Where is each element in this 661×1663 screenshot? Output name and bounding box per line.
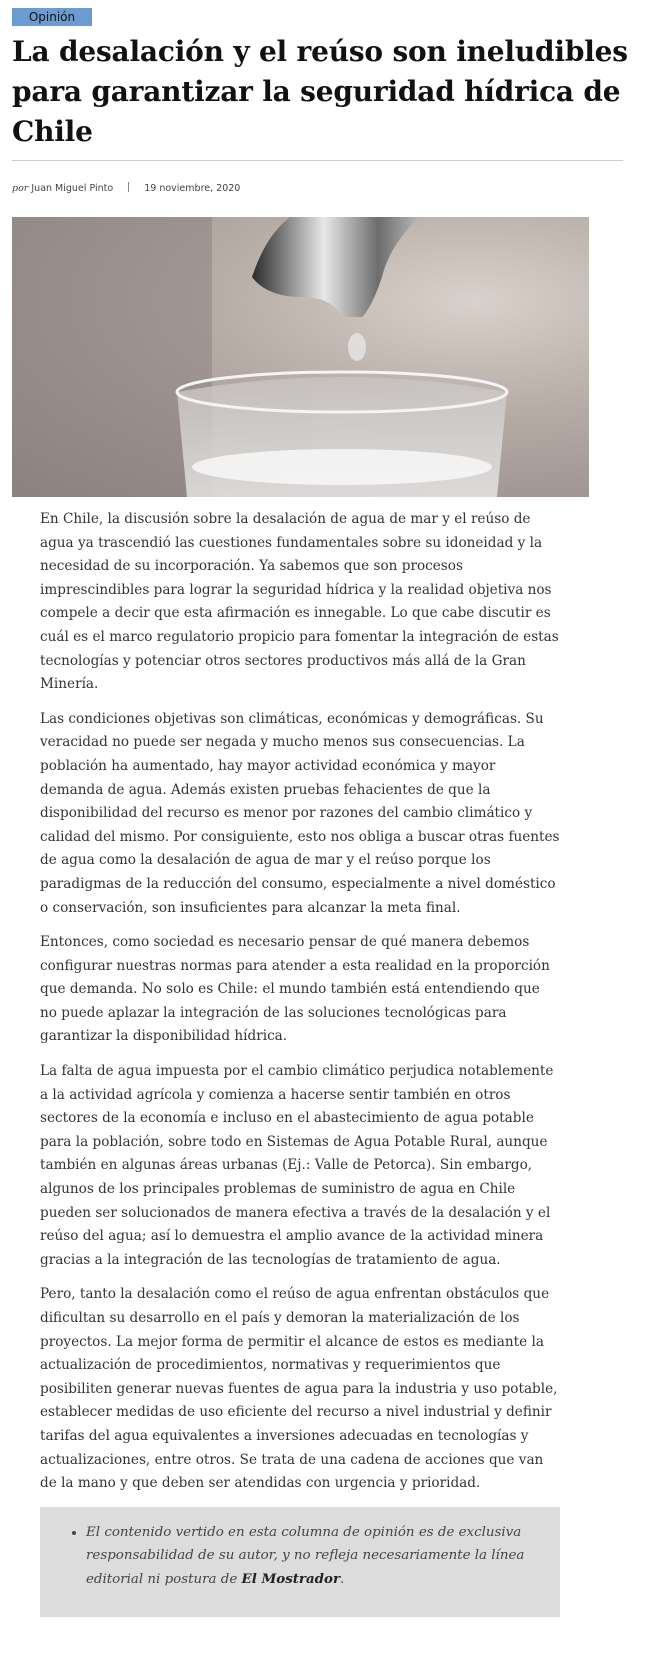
article-body (40, 508, 560, 1617)
disclaimer-brand: El Mostrador (241, 1570, 341, 1587)
paragraph: Entonces, como sociedad es necesario pensar de qué manera debemos configurar nuestras normas para atender a esta realidad en la proporción que demanda. No solo es Chile: el mundo también está entendiendo que no puede aplazar la integración de las soluciones tecnológicas para garantizar la disponibilidad hídrica. (40, 934, 550, 1045)
category-badge[interactable]: Opinión (12, 8, 92, 26)
hero-image-water-glass (12, 217, 589, 497)
disclaimer-item (86, 1521, 540, 1592)
byline-separator (128, 182, 129, 192)
disclaimer-box (40, 1507, 560, 1618)
byline-prefix: por (12, 183, 29, 194)
paragraph: En Chile, la discusión sobre la desalación de agua de mar y el reúso de agua ya trascendió las cuestiones fundamentales sobre su idoneidad y la necesidad de su incorporación. Ya sabemos que son procesos imprescindibles para lograr la seguridad hídrica y la realidad objetiva nos compele a decir que esta afirmación es innegable. Lo que cabe discutir es cuál es el marco regulatorio propicio para fomentar la integración de estas tecnologías y potenciar otros sectores productivos más allá de la Gran Minería. (40, 511, 559, 693)
disclaimer-end: . (340, 1571, 345, 1587)
paragraph: Las condiciones objetivas son climáticas, económicas y demográficas. Su veracidad no puede ser negada y mucho menos sus consecuencias. La población ha aumentado, hay mayor actividad económica y mayor demanda de agua. Además existen pruebas fehacientes de que la disponibilidad del recurso es menor por razones del cambio climático y calidad del mismo. Por consiguiente, esto nos obliga a buscar otras fuentes de agua como la desalación de agua de mar y el reúso porque los paradigmas de la reducción del consumo, especialmente a nivel doméstico o conservación, son insuficientes para alcanzar la meta final. (40, 710, 560, 916)
byline (12, 182, 240, 194)
publish-date: 19 noviembre, 2020 (144, 183, 241, 194)
author-link[interactable]: Juan Miguel Pinto (31, 183, 114, 194)
paragraph: Pero, tanto la desalación como el reúso de agua enfrentan obstáculos que dificultan su desarrollo en el país y demoran la materialización de los proyectos. La mejor forma de permitir el alcance de estos es mediante la actualización de procedimientos, normativas y requerimientos que posibiliten generar nuevas fuentes de agua para la industria y uso potable, establecer medidas de uso eficiente del recurso a nivel industrial y definir tarifas del agua equivalentes a inversiones adecuadas en tecnologías y actualizaciones, entre otros. Se trata de una cadena de acciones que van de la mano y que deben ser atendidas con urgencia y prioridad. (40, 1286, 558, 1492)
article-title: La desalación y el reúso son ineludibles para garantizar la seguridad hídrica de Chile (12, 35, 628, 148)
paragraph: La falta de agua impuesta por el cambio climático perjudica notablemente a la actividad agrícola y comienza a hacerse sentir también en otros sectores de la economía e incluso en el abastecimiento de agua potable para la población, sobre todo en Sistemas de Agua Potable Rural, aunque también en algunas áreas urbanas (Ej.: Valle de Petorca). Sin embargo, algunos de los principales problemas de suministro de agua en Chile pueden ser solucionados de manera efectiva a través de la desalación y el reúso del agua; así lo demuestra el amplio avance de la actividad minera gracias a la integración de las tecnologías de tratamiento de agua. (40, 1063, 554, 1268)
disclaimer-text: El contenido vertido en esta columna de opinión es de exclusiva responsabilidad de su autor, y no refleja necesariamente la línea editorial ni postura de (86, 1524, 525, 1587)
title-divider (12, 160, 623, 161)
